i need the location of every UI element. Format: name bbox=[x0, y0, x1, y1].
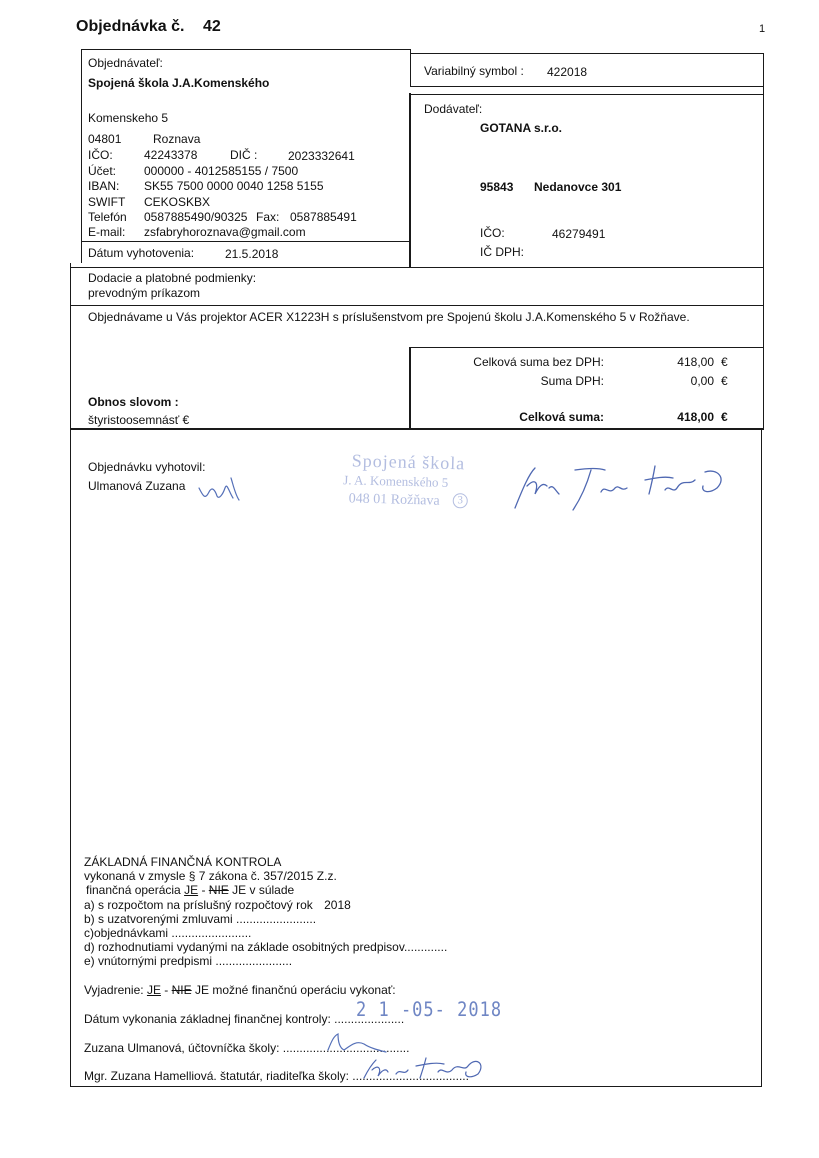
control-item-a-text: a) s rozpočtom na príslušný rozpočtový rok bbox=[84, 898, 313, 912]
variable-symbol: 422018 bbox=[547, 65, 588, 79]
customer-email-label: E-mail: bbox=[88, 225, 126, 239]
control-line-2-pre: finančná operácia bbox=[86, 883, 181, 897]
customer-ico: 42243378 bbox=[144, 148, 198, 162]
control-opinion-je: JE bbox=[146, 983, 161, 997]
document-title-label: Objednávka č. bbox=[76, 18, 185, 35]
supplier-box-top bbox=[410, 94, 764, 95]
control-date-stamp: 2 1 -05- 2018 bbox=[356, 998, 503, 1022]
amount-words-value: štyristoosemnásť € bbox=[88, 413, 190, 427]
control-opinion-pre: Vyjadrenie: bbox=[84, 983, 144, 997]
issue-date-label: Dátum vyhotovenia: bbox=[88, 246, 195, 260]
director-signature-bottom bbox=[360, 1050, 490, 1082]
control-line-2-je: JE bbox=[184, 883, 199, 897]
customer-zip: 04801 bbox=[88, 132, 122, 146]
customer-account-label: Účet: bbox=[88, 164, 117, 178]
frame-left-upper bbox=[81, 49, 82, 263]
stamp-line-1: Spojená škola bbox=[351, 450, 466, 474]
stamp-line-2: J. A. Komenského 5 bbox=[343, 472, 449, 490]
control-item-b: b) s uzatvorenými zmluvami ........................ bbox=[84, 912, 317, 926]
vat-total-currency: € bbox=[721, 374, 728, 388]
supplier-ico-label: IČO: bbox=[480, 226, 505, 240]
net-total-currency: € bbox=[721, 355, 728, 369]
terms-row-top bbox=[70, 267, 764, 268]
customer-street: Komenskeho 5 bbox=[88, 111, 169, 125]
customer-fax-label: Fax: bbox=[256, 210, 280, 224]
customer-fax: 0587885491 bbox=[290, 210, 357, 224]
totals-box-right bbox=[763, 347, 764, 429]
vat-total-value: 0,00 bbox=[690, 374, 714, 388]
customer-account: 000000 - 4012585155 / 7500 bbox=[144, 164, 299, 178]
frame-mid-upper bbox=[410, 49, 411, 86]
issue-date: 21.5.2018 bbox=[225, 247, 279, 261]
customer-email: zsfabryhoroznava@gmail.com bbox=[144, 225, 306, 239]
issuer-signature bbox=[195, 470, 245, 510]
totals-box-bottom bbox=[70, 428, 764, 430]
customer-phone-label: Telefón bbox=[88, 210, 127, 224]
supplier-label: Dodávateľ: bbox=[424, 102, 483, 116]
control-line-2 bbox=[86, 884, 294, 896]
page-number: 1 bbox=[759, 23, 766, 35]
control-line-2-post: JE v súlade bbox=[232, 883, 295, 897]
control-date-label: Dátum vykonania základnej finančnej kontroly: ..................... bbox=[84, 1012, 405, 1026]
customer-iban-label: IBAN: bbox=[88, 179, 120, 193]
supplier-city: Nedanovce 301 bbox=[534, 180, 622, 194]
document-title bbox=[76, 19, 221, 35]
order-row-top bbox=[70, 305, 764, 306]
accountant-line: Zuzana Ulmanová, účtovníčka školy: ...................................... bbox=[84, 1041, 410, 1055]
customer-dic: 2023332641 bbox=[288, 149, 355, 163]
date-row-top bbox=[82, 241, 411, 242]
frame-top-left bbox=[82, 49, 411, 50]
control-line-1: vykonaná v zmysle § 7 zákona č. 357/2015 Z.z. bbox=[84, 869, 337, 883]
customer-swift: CEKOSKBX bbox=[144, 195, 211, 209]
control-item-d: d) rozhodnutiami vydanými na základe osobitných predpisov............. bbox=[84, 940, 448, 954]
order-text: Objednávame u Vás projektor ACER X1223H s príslušenstvom pre Spojenú školu J.A.Komenského 5 v Rožňave. bbox=[88, 310, 690, 324]
control-opinion-nie: NIE bbox=[171, 983, 192, 997]
frame-bottom bbox=[70, 1086, 762, 1087]
vs-box-top bbox=[410, 53, 764, 54]
net-total-value: 418,00 bbox=[677, 355, 714, 369]
school-stamp bbox=[332, 450, 492, 509]
control-line-2-nie: NIE bbox=[208, 883, 229, 897]
totals-box-left bbox=[409, 347, 411, 429]
issued-by-label: Objednávku vyhotovil: bbox=[88, 460, 206, 474]
grand-total-label: Celková suma: bbox=[519, 410, 604, 424]
control-opinion-dash: - bbox=[164, 983, 169, 997]
vat-total-label: Suma DPH: bbox=[540, 374, 604, 388]
amount-words-label: Obnos slovom : bbox=[88, 395, 179, 409]
customer-swift-label: SWIFT bbox=[88, 195, 126, 209]
control-item-c: c)objednávkami ........................ bbox=[84, 926, 252, 940]
customer-label: Objednávateľ: bbox=[88, 56, 163, 70]
frame-left-lower bbox=[70, 263, 71, 1087]
stamp-line-3: 048 01 Rožňava bbox=[348, 491, 440, 509]
director-line: Mgr. Zuzana Hamelliová. štatutár, riaditeľka školy: ................................... bbox=[84, 1069, 469, 1083]
supplier-name: GOTANA s.r.o. bbox=[480, 121, 563, 135]
customer-phone: 0587885490/90325 bbox=[144, 210, 248, 224]
issued-by-name: Ulmanová Zuzana bbox=[88, 479, 186, 493]
customer-ico-label: IČO: bbox=[88, 148, 113, 162]
grand-total-value: 418,00 bbox=[677, 410, 714, 424]
control-opinion bbox=[84, 984, 396, 996]
frame-right-lower bbox=[761, 429, 762, 1087]
totals-box-top bbox=[410, 347, 764, 348]
supplier-icdph-label: IČ DPH: bbox=[480, 245, 525, 259]
stamp-number: 3 bbox=[453, 493, 468, 508]
customer-dic-label: DIČ : bbox=[230, 148, 258, 162]
control-item-e: e) vnútornými predpismi ....................... bbox=[84, 954, 293, 968]
order-number: 42 bbox=[202, 18, 221, 35]
terms-label: Dodacie a platobné podmienky: bbox=[88, 271, 257, 285]
customer-name: Spojená škola J.A.Komenského bbox=[88, 76, 270, 90]
control-opinion-post: JE možné finančnú operáciu vykonať: bbox=[195, 983, 396, 997]
control-item-a bbox=[84, 899, 351, 911]
control-line-2-dash: - bbox=[201, 883, 206, 897]
director-signature bbox=[505, 458, 730, 516]
supplier-zip: 95843 bbox=[480, 180, 514, 194]
customer-iban: SK55 7500 0000 0040 1258 5155 bbox=[144, 179, 324, 193]
net-total-label: Celková suma bez DPH: bbox=[473, 355, 604, 369]
control-heading: ZÁKLADNÁ FINANČNÁ KONTROLA bbox=[84, 855, 282, 869]
customer-city: Roznava bbox=[153, 132, 201, 146]
terms-value: prevodným príkazom bbox=[88, 286, 201, 300]
control-item-a-year: 2018 bbox=[324, 898, 351, 912]
variable-symbol-label: Variabilný symbol : bbox=[424, 64, 524, 78]
frame-right-mid bbox=[763, 267, 764, 348]
vs-box-bottom bbox=[410, 86, 764, 87]
supplier-ico: 46279491 bbox=[552, 227, 606, 241]
grand-total-currency: € bbox=[721, 410, 728, 424]
